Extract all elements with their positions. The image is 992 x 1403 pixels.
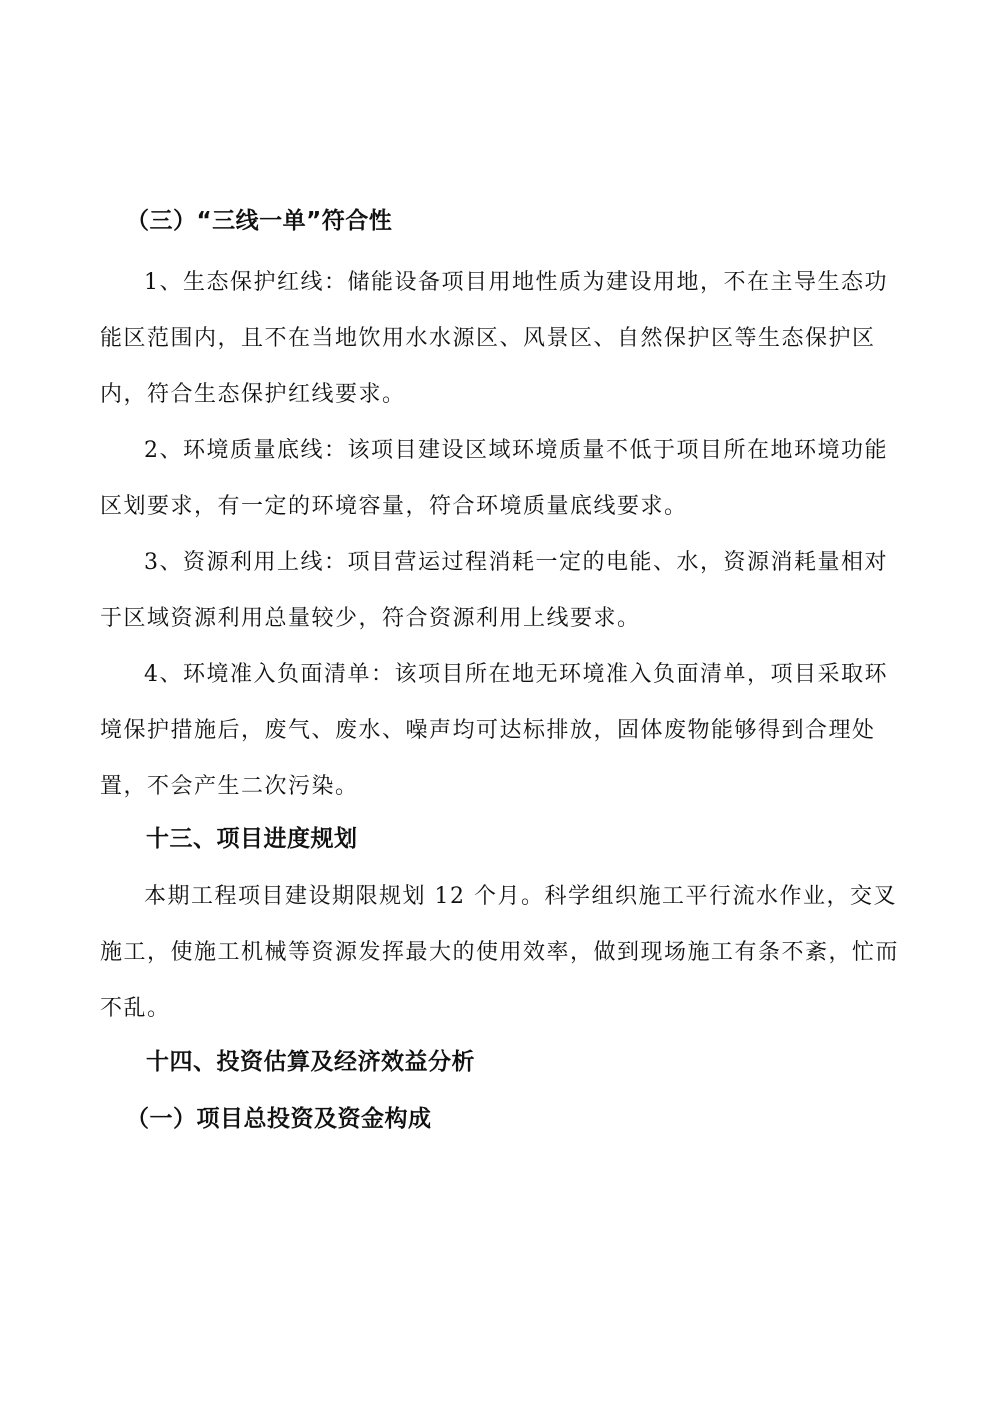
paragraph-resource-utilization-upper-line: 3、资源利用上线：项目营运过程消耗一定的电能、水，资源消耗量相对于区域资源利用总量较少，符合资源利用上线要求。 — [100, 550, 888, 631]
section-heading-three-lines-one-list: （三）“三线一单”符合性 — [126, 208, 393, 234]
paragraph-ecological-red-line: 1、生态保护红线：储能设备项目用地性质为建设用地，不在主导生态功能区范围内，且不在当地饮用水水源区、风景区、自然保护区等生态保护区内，符合生态保护红线要求。 — [100, 270, 888, 407]
subsection-heading-total-investment: （一）项目总投资及资金构成 — [126, 1106, 432, 1132]
section-heading-investment-estimate: 十四、投资估算及经济效益分析 — [146, 1049, 475, 1075]
paragraph-project-schedule: 本期工程项目建设期限规划 12 个月。科学组织施工平行流水作业，交叉施工，使施工机械等资源发挥最大的使用效率，做到现场施工有条不紊，忙而不乱。 — [100, 884, 900, 1021]
section-heading-project-schedule: 十三、项目进度规划 — [146, 826, 358, 852]
paragraph-environmental-quality-bottom-line: 2、环境质量底线：该项目建设区域环境质量不低于项目所在地环境功能区划要求，有一定的环境容量，符合环境质量底线要求。 — [100, 438, 888, 519]
paragraph-environmental-access-negative-list: 4、环境准入负面清单：该项目所在地无环境准入负面清单，项目采取环境保护措施后，废气、废水、噪声均可达标排放，固体废物能够得到合理处置，不会产生二次污染。 — [100, 662, 888, 799]
